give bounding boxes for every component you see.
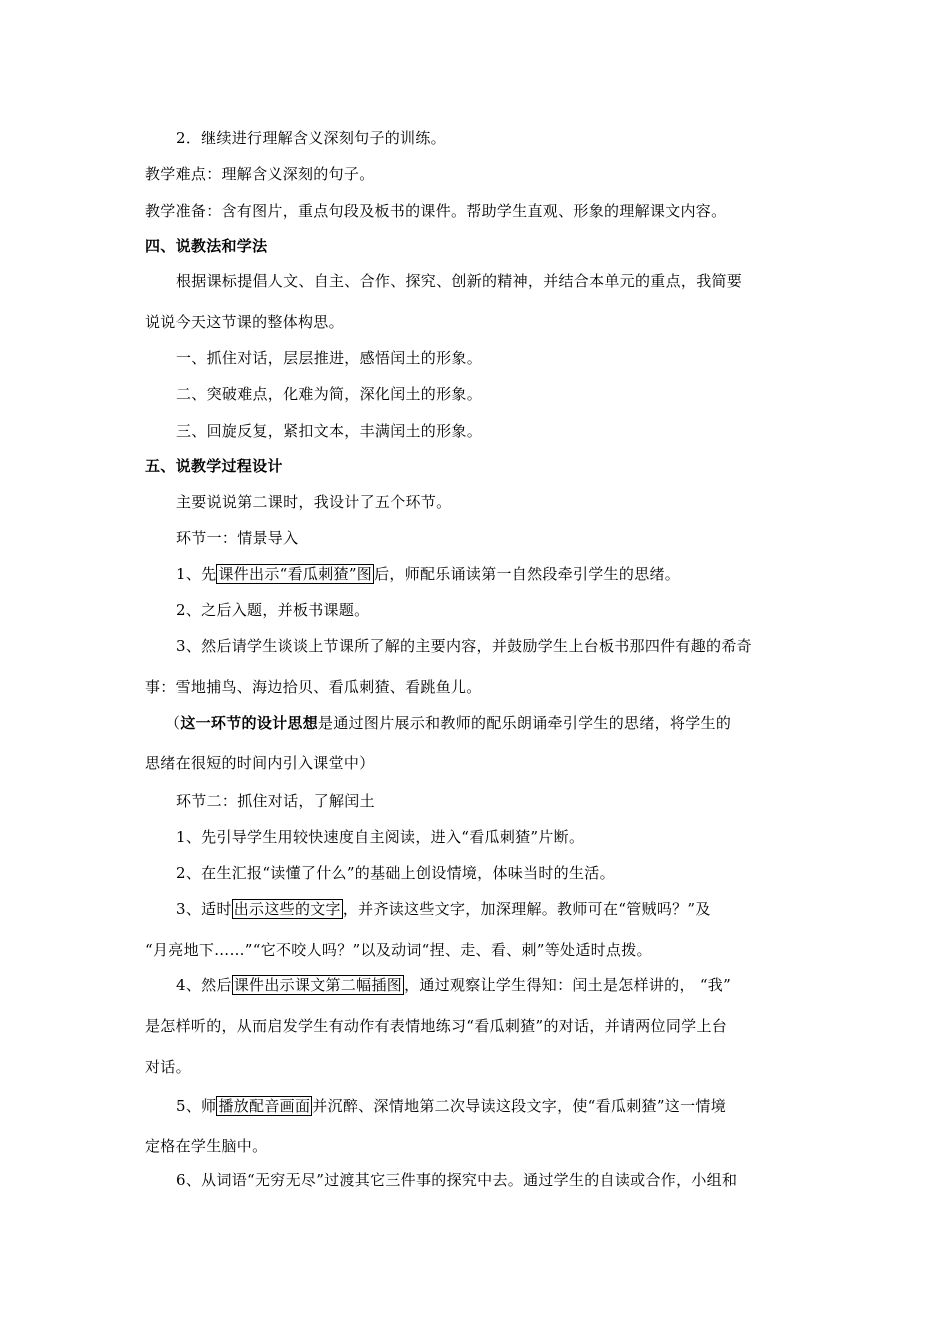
teaching-preparation: 教学准备：含有图片，重点句段及板书的课件。帮助学生直观、形象的理解课文内容。	[145, 202, 727, 220]
boxed-text: 出示这些的文字	[233, 900, 341, 918]
step-heading-2: 环节二：抓住对话，了解闰土	[176, 792, 375, 810]
list-item: 三、回旋反复，紧扣文本，丰满闰土的形象。	[176, 422, 483, 440]
boxed-text: 课件出示课文第二幅插图	[233, 976, 403, 994]
teaching-difficulty: 教学难点：理解含义深刻的句子。	[145, 165, 375, 183]
list-item: 二、突破难点，化难为简，深化闰土的形象。	[176, 385, 483, 403]
paragraph-line: 主要说说第二课时，我设计了五个环节。	[176, 493, 452, 511]
paragraph-line: 定格在学生脑中。	[145, 1137, 268, 1155]
step-item: 1、先引导学生用较快速度自主阅读，进入“看瓜刺猹”片断。	[176, 828, 585, 846]
list-item: 一、抓住对话，层层推进，感悟闰土的形象。	[176, 349, 483, 367]
step-item: 6、从词语“无穷无尽”过渡其它三件事的探究中去。通过学生的自读或合作，小组和	[176, 1171, 738, 1189]
paragraph-line: 根据课标提倡人文、自主、合作、探究、创新的精神，并结合本单元的重点，我简要	[176, 272, 743, 290]
design-note: （这一环节的设计思想是通过图片展示和教师的配乐朗诵牵引学生的思绪，将学生的	[165, 714, 732, 732]
paragraph-line: 是怎样听的，从而启发学生有动作有表情地练习“看瓜刺猹”的对话，并请两位同学上台	[145, 1017, 728, 1035]
section-heading-4: 四、说教法和学法	[145, 237, 268, 255]
boxed-text: 播放配音画面	[218, 1097, 311, 1115]
section-heading-5: 五、说教学过程设计	[145, 457, 283, 475]
step-item: 4、然后 课件出示课文第二幅插图 ，通过观察让学生得知：闰土是怎样讲的， “我”	[176, 976, 732, 994]
paragraph-line: 思绪在很短的时间内引入课堂中）	[145, 754, 375, 772]
step-item: 3、适时 出示这些的文字 ，并齐读这些文字，加深理解。教师可在“管贼吗？”及	[176, 900, 711, 918]
step-heading-1: 环节一：情景导入	[176, 529, 299, 547]
step-item: 2、之后入题，并板书课题。	[176, 601, 370, 619]
paragraph-line: “月亮地下……”“它不咬人吗？”以及动词“捏、走、看、刺”等处适时点拨。	[145, 941, 652, 959]
step-item: 5、师 播放配音画面 并沉醉、深情地第二次导读这段文字，使“看瓜刺猹”这一情境	[176, 1097, 727, 1115]
step-item: 1、先 课件出示“看瓜刺猹”图 后，师配乐诵读第一自然段牵引学生的思绪。	[176, 565, 681, 583]
paragraph-line: 事：雪地捕鸟、海边拾贝、看瓜刺猹、看跳鱼儿。	[145, 678, 482, 696]
step-item: 2、在生汇报“读懂了什么”的基础上创设情境，体味当时的生活。	[176, 864, 615, 882]
paragraph-line: 对话。	[145, 1058, 191, 1076]
objective-2: 2．继续进行理解含义深刻句子的训练。	[176, 129, 446, 147]
step-item: 3、然后请学生谈谈上节课所了解的主要内容，并鼓励学生上台板书那四件有趣的希奇	[176, 637, 752, 655]
boxed-text: 课件出示“看瓜刺猹”图	[218, 565, 373, 583]
paragraph-line: 说说今天这节课的整体构思。	[145, 313, 344, 331]
